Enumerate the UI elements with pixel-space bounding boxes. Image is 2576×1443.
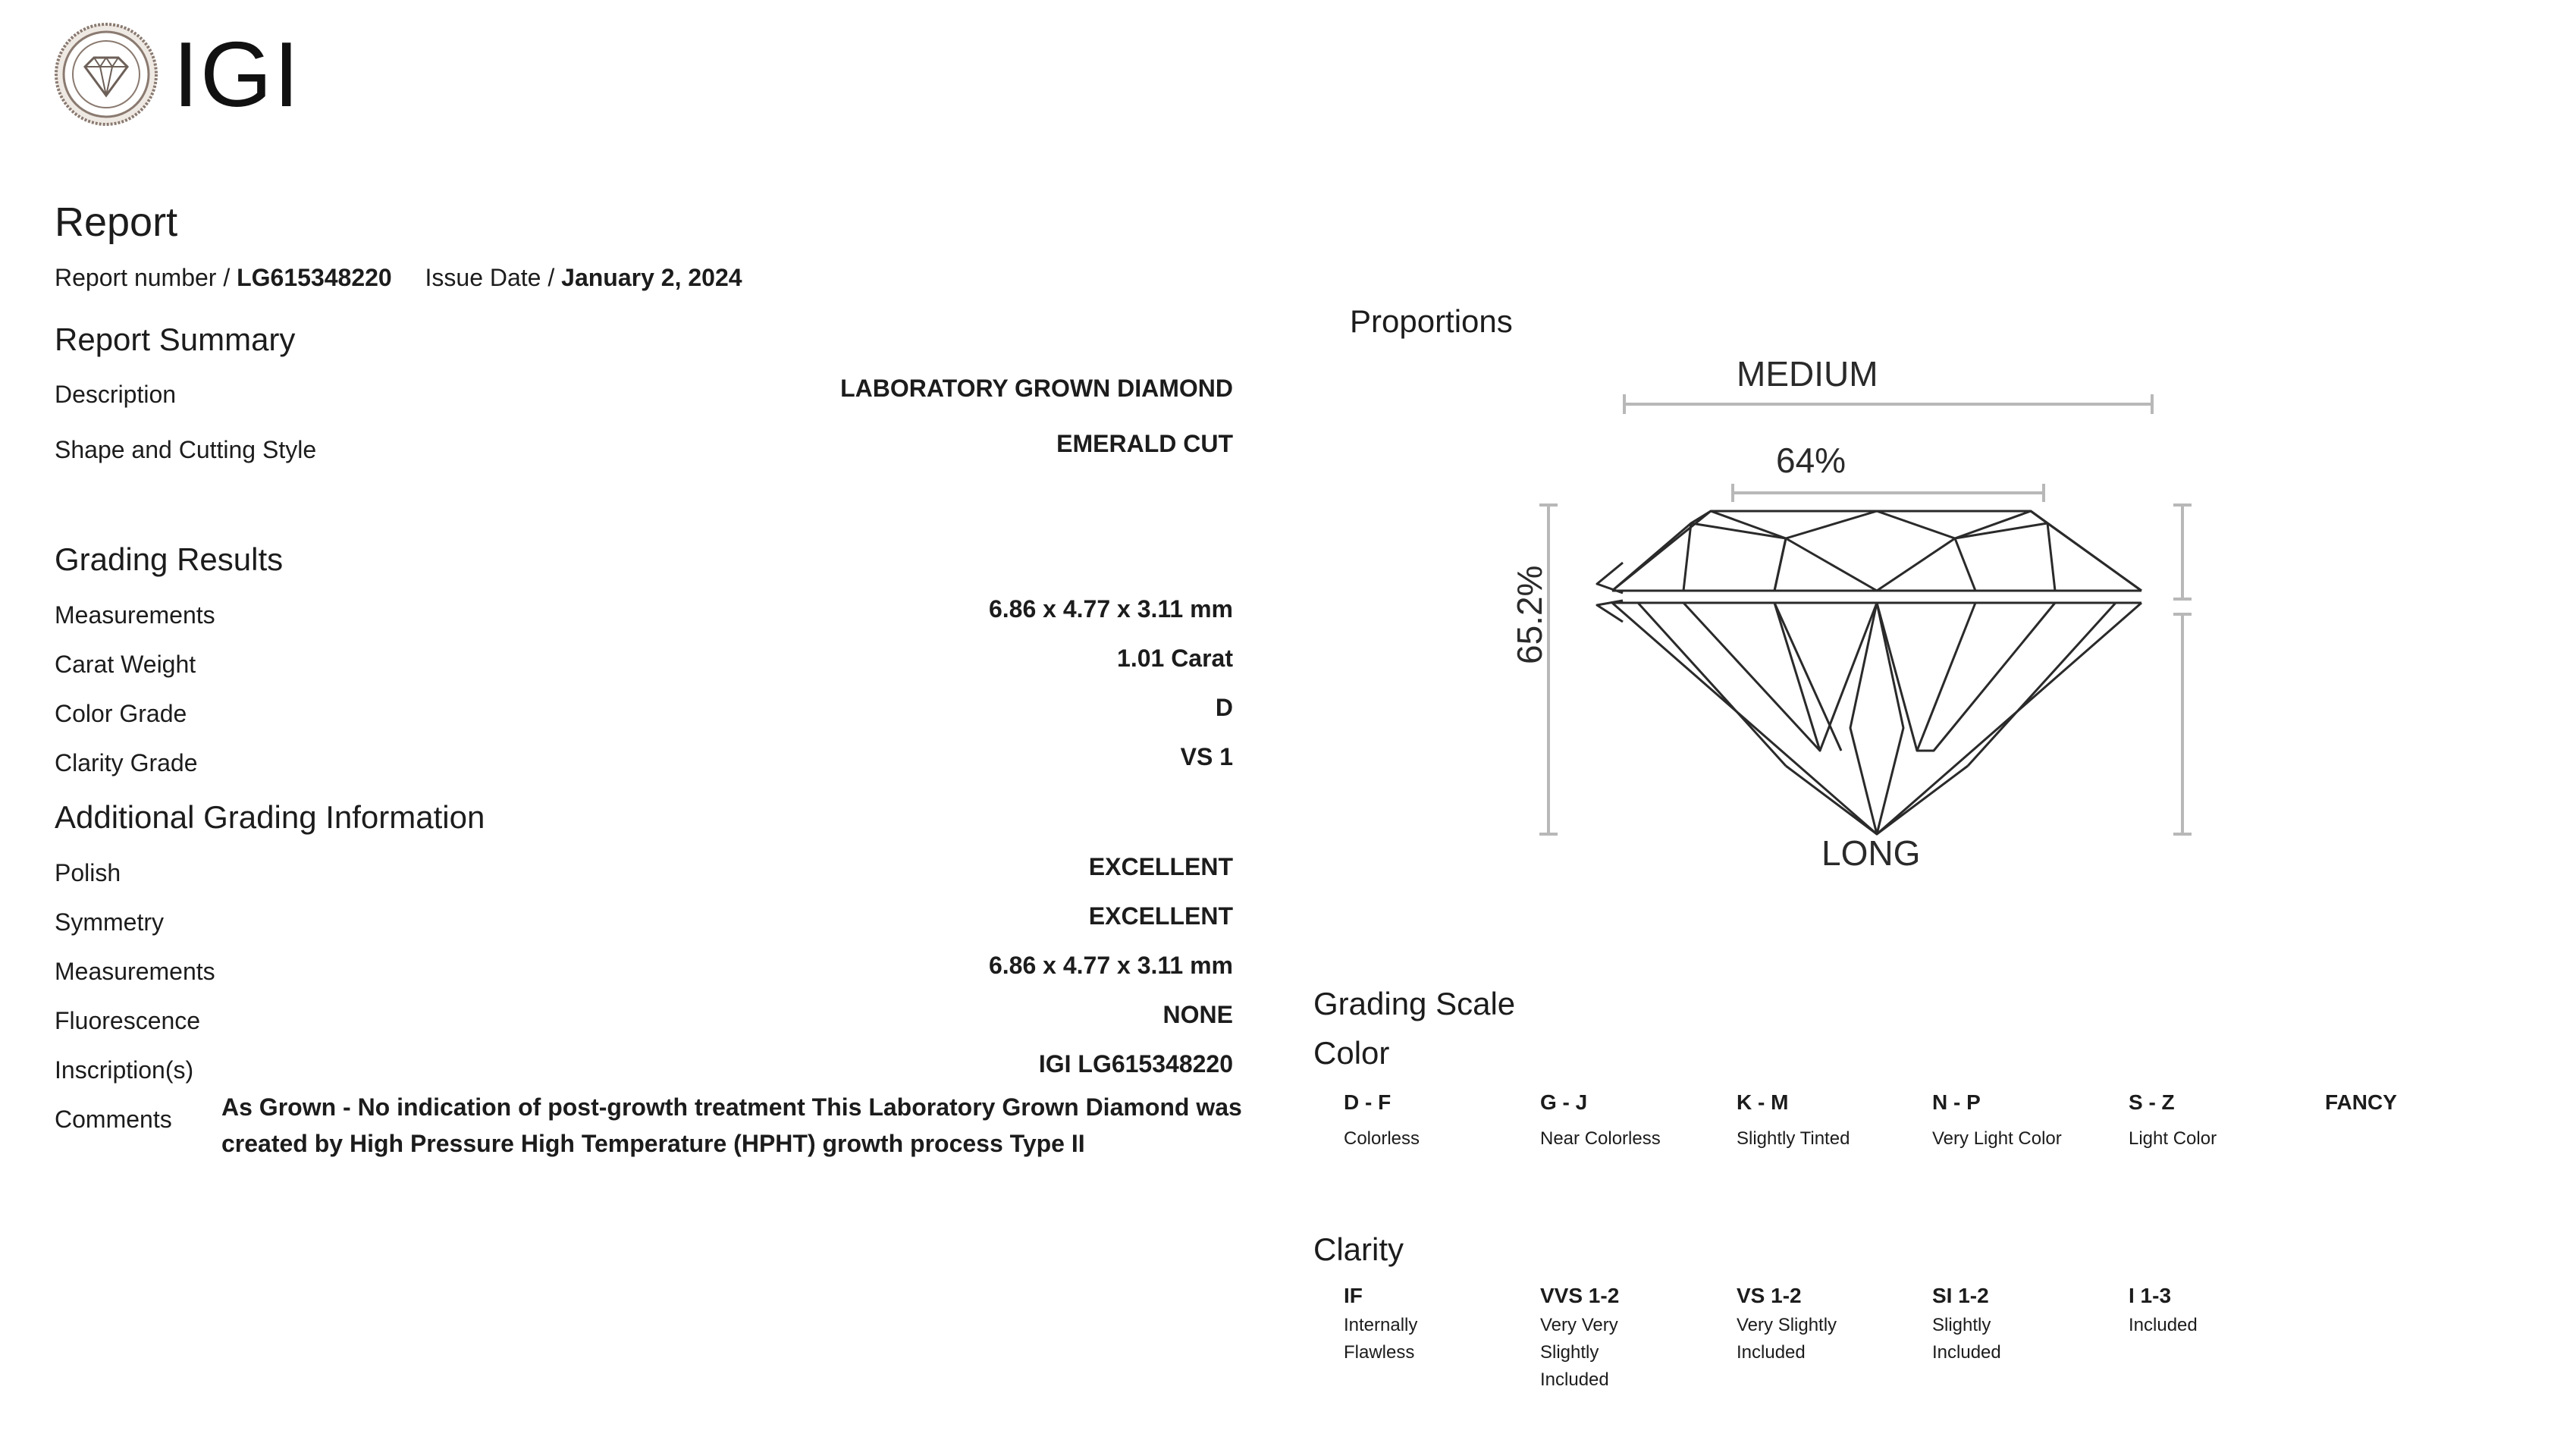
grading-measurements-value: 6.86 x 4.77 x 3.11 mm bbox=[988, 595, 1233, 623]
clarity-scale-desc: Very Very Slightly Included bbox=[1540, 1315, 1618, 1390]
color-grade-value: D bbox=[1215, 694, 1233, 721]
color-scale-desc: Light Color bbox=[2129, 1128, 2217, 1149]
color-scale-desc: Very Light Color bbox=[1932, 1128, 2062, 1149]
fluorescence-value: NONE bbox=[1162, 1001, 1233, 1028]
symmetry-label: Symmetry bbox=[55, 908, 164, 936]
fluorescence-label: Fluorescence bbox=[55, 1007, 201, 1034]
color-scale-code: N - P bbox=[1932, 1090, 1981, 1114]
clarity-scale-code: IF bbox=[1344, 1284, 1363, 1307]
carat-weight-value: 1.01 Carat bbox=[1117, 645, 1233, 672]
grading-scale-heading: Grading Scale bbox=[1313, 986, 1516, 1021]
clarity-scale-code: VVS 1-2 bbox=[1540, 1284, 1620, 1307]
clarity-scale-desc: Slightly Included bbox=[1932, 1315, 2001, 1363]
color-scale-desc: Slightly Tinted bbox=[1737, 1128, 1850, 1149]
color-scale-code: D - F bbox=[1344, 1090, 1392, 1114]
description-value: LABORATORY GROWN DIAMOND bbox=[840, 375, 1233, 402]
girdle-label: MEDIUM bbox=[1737, 354, 1878, 394]
inscription-value: IGI LG615348220 bbox=[1038, 1050, 1233, 1078]
color-scale-desc: Near Colorless bbox=[1540, 1128, 1661, 1149]
clarity-grade-label: Clarity Grade bbox=[55, 749, 198, 776]
color-scale-code: G - J bbox=[1540, 1090, 1588, 1114]
color-scale-desc: Colorless bbox=[1344, 1128, 1420, 1149]
clarity-grade-value: VS 1 bbox=[1180, 743, 1233, 770]
additional-measurements-value: 6.86 x 4.77 x 3.11 mm bbox=[988, 952, 1233, 979]
depth-percent: 65.2% bbox=[1510, 565, 1549, 664]
culet-label: LONG bbox=[1821, 833, 1921, 873]
grading-results-heading: Grading Results bbox=[55, 541, 284, 577]
table-percent: 64% bbox=[1776, 441, 1846, 480]
report-number-label: Report number / bbox=[55, 264, 231, 291]
color-scale-heading: Color bbox=[1313, 1035, 1390, 1071]
symmetry-value: EXCELLENT bbox=[1088, 902, 1233, 930]
comments-label: Comments bbox=[55, 1106, 172, 1133]
issue-date: January 2, 2024 bbox=[561, 264, 742, 291]
shape-label: Shape and Cutting Style bbox=[55, 436, 317, 463]
grading-measurements-label: Measurements bbox=[55, 601, 215, 629]
carat-weight-label: Carat Weight bbox=[55, 651, 196, 678]
description-label: Description bbox=[55, 381, 177, 408]
color-scale-code: S - Z bbox=[2129, 1090, 2175, 1114]
igi-seal-logo bbox=[55, 23, 158, 126]
report-meta bbox=[55, 264, 742, 292]
inscription-label: Inscription(s) bbox=[55, 1056, 194, 1084]
clarity-scale-heading: Clarity bbox=[1313, 1231, 1404, 1267]
color-scale-code: FANCY bbox=[2325, 1090, 2397, 1114]
polish-label: Polish bbox=[55, 859, 121, 886]
shape-value: EMERALD CUT bbox=[1056, 430, 1233, 457]
polish-value: EXCELLENT bbox=[1088, 853, 1233, 880]
clarity-scale-code: I 1-3 bbox=[2129, 1284, 2172, 1307]
clarity-scale-desc: Very Slightly Included bbox=[1737, 1315, 1837, 1363]
comments-value: As Grown - No indication of post-growth treatment This Laboratory Grown Diamond was created by High Pressure High Temperature (HPHT) growth process Type II bbox=[221, 1093, 1242, 1157]
proportions-heading: Proportions bbox=[1350, 303, 1513, 339]
clarity-scale-desc: Internally Flawless bbox=[1344, 1315, 1418, 1363]
clarity-scale-code: SI 1-2 bbox=[1932, 1284, 1989, 1307]
report-title: Report bbox=[55, 199, 178, 245]
color-grade-label: Color Grade bbox=[55, 700, 187, 727]
additional-measurements-label: Measurements bbox=[55, 958, 215, 985]
proportions-diagram bbox=[1441, 334, 2260, 895]
clarity-scale-code: VS 1-2 bbox=[1737, 1284, 1802, 1307]
issue-date-label: Issue Date / bbox=[425, 264, 555, 291]
report-summary-heading: Report Summary bbox=[55, 322, 296, 357]
color-scale-code: K - M bbox=[1737, 1090, 1789, 1114]
report-number: LG615348220 bbox=[237, 264, 392, 291]
clarity-scale-desc: Included bbox=[2129, 1315, 2198, 1335]
additional-info-heading: Additional Grading Information bbox=[55, 799, 485, 835]
igi-logo-text: IGI bbox=[173, 23, 301, 126]
